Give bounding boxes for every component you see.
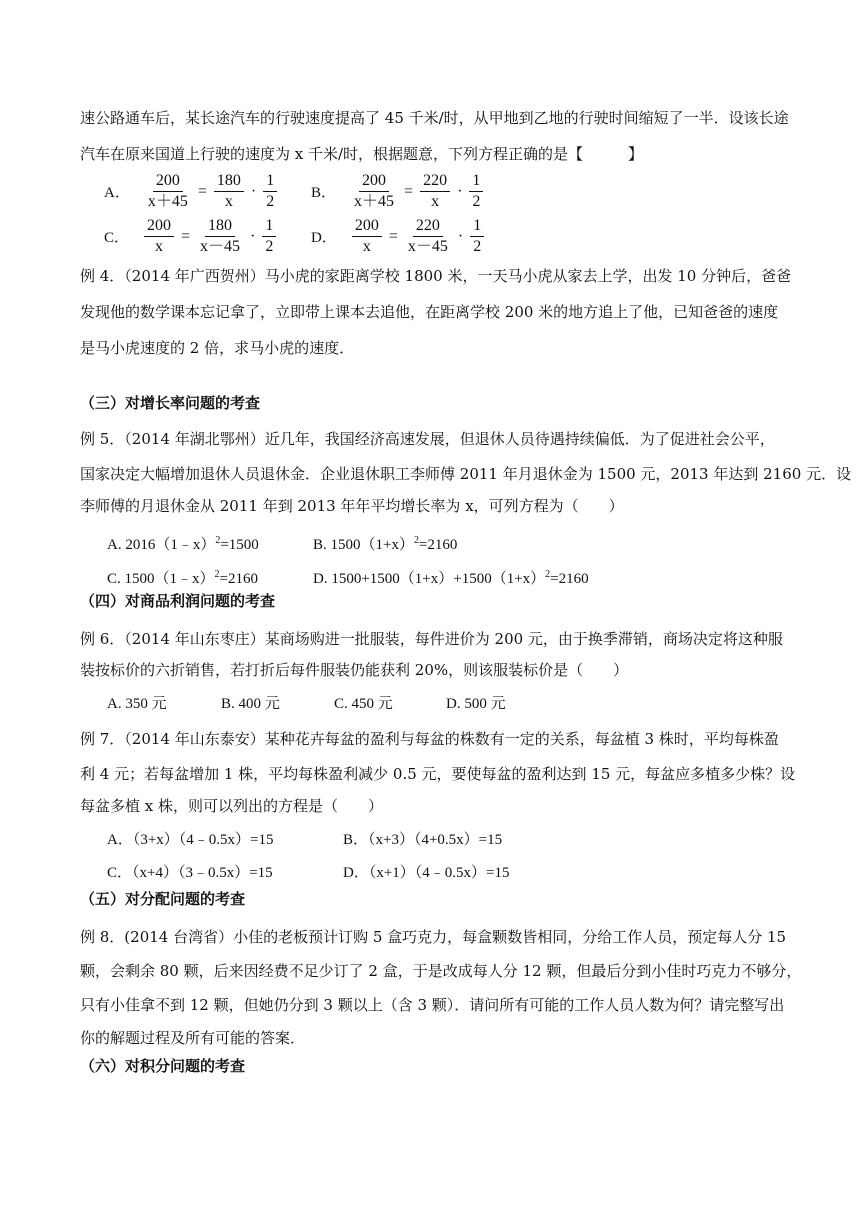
section-heading-4: （四）对商品利润问题的考查 <box>80 592 276 610</box>
ex6-option-a: A. 350 元 <box>107 696 167 712</box>
ex6-line-2: 装按标价的六折销售，若打折后每件服装仍能获利 20%，则该服装标价是（ ） <box>80 661 629 679</box>
q3-option-c: C． $\frac{200}{x}$ = $\frac{180}{x-45}$ · $\frac{1}{2}$ <box>104 216 279 257</box>
fraction: $\frac{200}{x}$ <box>144 216 174 257</box>
ex4-line-2: 发现他的数学课本忘记拿了，立即带上课本去追他，在距离学校 200 米的地方追上了他，已知爸爸的速度 <box>80 303 779 321</box>
ex8-line-1: 例 8．(2014 台湾省）小佳的老板预计订购 5 盒巧克力，每盒颗数皆相同，分给工作人员，预定每人分 15 <box>80 928 787 946</box>
ex6-line-1: 例 6．（2014 年山东枣庄）某商场购进一批服装，每件进价为 200 元，由于换季滞销，商场决定将这种服 <box>80 630 783 648</box>
section-heading-6: （六）对积分问题的考查 <box>80 1057 246 1075</box>
ex5-option-c: C. 1500（1﹣x）$^2$=2160 <box>107 569 258 587</box>
ex7-line-1: 例 7．（2014 年山东泰安）某种花卉每盆的盈利与每盆的株数有一定的关系，每盆植 3 株时，平均每株盈 <box>80 730 779 748</box>
ex7-option-a: A．（3+x）（4﹣0.5x）=15 <box>107 832 274 848</box>
fraction: $\frac{200}{x}$ <box>352 216 382 257</box>
ex7-line-2: 利 4 元；若每盆增加 1 株，平均每株盈利减少 0.5 元，要使每盆的盈利达到 15 元，每盆应多植多少株？设 <box>80 765 796 783</box>
ex5-option-a: A. 2016（1﹣x）$^2$=1500 <box>107 535 259 553</box>
fraction: $\frac{200}{x+45}$ <box>147 172 188 210</box>
fraction: $\frac{1}{2}$ <box>469 171 483 212</box>
fraction: $\frac{1}{2}$ <box>262 216 276 257</box>
ex7-option-c: C．（x+4）（3﹣0.5x）=15 <box>107 865 273 881</box>
fraction: $\frac{220}{x}$ <box>420 171 450 212</box>
option-label: A． <box>104 185 130 201</box>
ex5-line-2: 国家决定大幅增加退休人员退休金．企业退休职工李师傅 2011 年月退休金为 1500 元，2013 年达到 2160 元．设 <box>80 465 852 483</box>
ex8-line-4: 你的解题过程及所有可能的答案． <box>80 1029 306 1047</box>
fraction: $\frac{180}{x-45}$ <box>200 217 241 255</box>
ex5-option-b: B. $1500(1+x)^2=2160$ <box>313 535 458 553</box>
fraction: $\frac{1}{2}$ <box>263 171 277 212</box>
ex5-line-3: 李师傅的月退休金从 2011 年到 2013 年年平均增长率为 x，可列方程为（ ） <box>80 497 624 515</box>
q3-option-a: A． $\frac{200}{x+45}$ = $\frac{180}{x}$ · $\frac{1}{2}$ <box>104 171 280 212</box>
ex6-option-d: D. 500 元 <box>446 696 506 712</box>
q3-text-line-1: 速公路通车后，某长途汽车的行驶速度提高了 45 千米/时，从甲地到乙地的行驶时间缩短了一半．设该长途 <box>80 109 789 127</box>
ex6-option-c: C. 450 元 <box>334 696 393 712</box>
ex8-line-2: 颗，会剩余 80 颗，后来因经费不足少订了 2 盒，于是改成每人分 12 颗，但最后分到小佳时巧克力不够分， <box>80 962 802 980</box>
ex6-option-b: B. 400 元 <box>221 696 280 712</box>
ex8-line-3: 只有小佳拿不到 12 颗，但她仍分到 3 颗以上（含 3 颗）．请问所有可能的工作人员人数为何？请完整写出 <box>80 996 785 1014</box>
q3-option-d: D． $\frac{200}{x}$ = $\frac{220}{x-45}$ · $\frac{1}{2}$ <box>311 216 487 257</box>
q3-text-line-2: 汽车在原来国道上行驶的速度为 x 千米/时，根据题意，下列方程正确的是【 】 <box>80 145 644 163</box>
section-heading-3: （三）对增长率问题的考查 <box>80 394 261 412</box>
option-label: C． <box>104 230 130 246</box>
option-label: B． <box>311 185 337 201</box>
section-heading-5: （五）对分配问题的考查 <box>80 890 246 908</box>
ex7-option-b: B．（x+3）（4+0.5x）=15 <box>343 832 503 848</box>
ex7-line-3: 每盆多植 x 株，则可以列出的方程是（ ） <box>80 797 383 815</box>
option-label: D． <box>311 230 337 246</box>
ex4-line-3: 是马小虎速度的 2 倍，求马小虎的速度． <box>80 339 355 357</box>
ex5-option-d: D. $1500+1500(1+x)+1500(1+x)^2=2160$ <box>313 569 589 587</box>
ex7-option-d: D．（x+1）（4﹣0.5x）=15 <box>343 865 510 881</box>
ex4-line-1: 例 4．（2014 年广西贺州）马小虎的家距离学校 1800 米，一天马小虎从家去上学，出发 10 分钟后，爸爸 <box>80 267 792 285</box>
fraction: $\frac{1}{2}$ <box>470 216 484 257</box>
q3-option-b: B． $\frac{200}{x+45}$ = $\frac{220}{x}$ · $\frac{1}{2}$ <box>311 171 486 212</box>
ex5-line-1: 例 5．（2014 年湖北鄂州）近几年，我国经济高速发展，但退休人员待遇持续偏低．为了促进社会公平， <box>80 430 775 448</box>
fraction: $\frac{180}{x}$ <box>214 171 244 212</box>
fraction: $\frac{200}{x+45}$ <box>354 172 395 210</box>
fraction: $\frac{220}{x-45}$ <box>407 217 448 255</box>
